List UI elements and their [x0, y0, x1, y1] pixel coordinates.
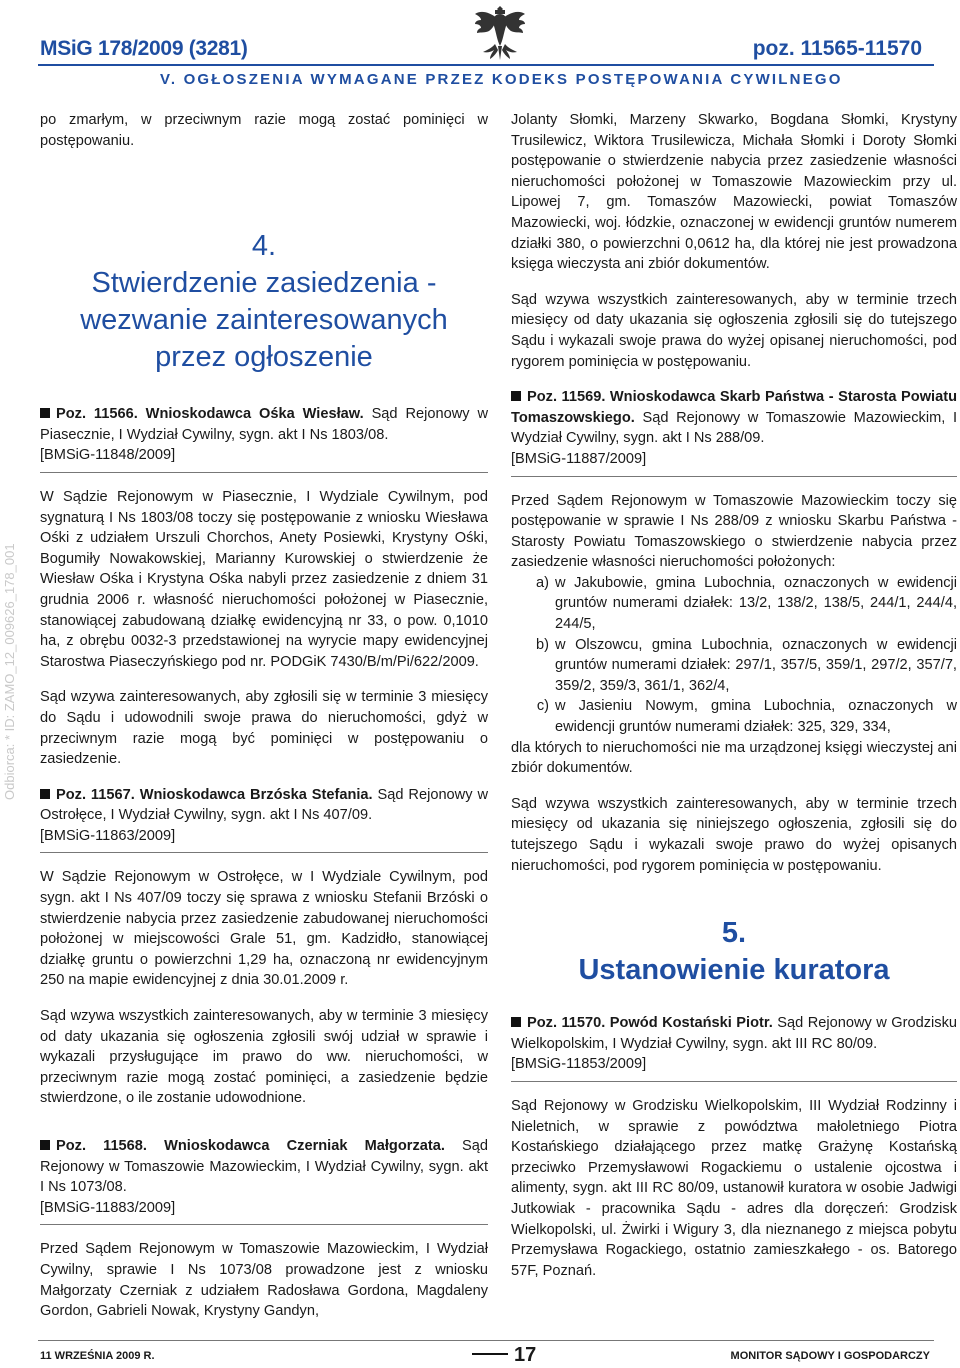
notice-11567-body: W Sądzie Rejonowym w Ostrołęce, w I Wydziale Cywilnym, pod sygn. akt I Ns 407/09 toczy się sprawa z wniosku Stefanii Brzóski o stwierdzenie nabycia przez zasiedzenie zabudowanej nieruchomości położonej w miejscowości Grale 51, gm. Kadzidło, stanowiącej działkę gruntu o powierzchni 1,29 ha, oznaczoną nr ewidencyjnym 250 na mapie ewidencyjnej z dnia 30.01.2009 r. [40, 869, 488, 989]
left-column [40, 110, 488, 1337]
journal-issue: MSiG 178/2009 (3281) [40, 37, 248, 60]
parcel-list [511, 573, 957, 738]
notice-11566-body: W Sądzie Rejonowym w Piasecznie, I Wydziale Cywilnym, pod sygnaturą I Ns 1803/08 toczy się postępowanie z wniosku Wiesława Ośki z udziałem Urszuli Chorchos, Anety Posiewki, Krystyny Ośki, Bogumiły Nowakowskiej, Marianny Kurowskiej o stwierdzenie że Wiesław Ośka i Krystyna Ośka nabyli przez zasiedzenie z dniem 31 grudnia 2006 r. własność nieruchomości położonej w Piasecznie, stanowiącej zabudowaną działkę ewidencyjną nr 33, o pow. 0,1010 ha, z obrębu 0032-3 przedstawionej na wyrycie mapy ewidencyjnej Starostwa Piaseczyńskiego pod nr. PODGiK 7430/B/m/Pi/622/2009. [40, 488, 488, 670]
side-watermark: Odbiorca: * ID: ZAMO_12_009626_178_001 [2, 543, 17, 800]
section-title: V. OGŁOSZENIA WYMAGANE PRZEZ KODEKS POSTĘPOWANIA CYWILNEGO [160, 71, 843, 88]
list-item: b) w Olszowcu, gmina Lubochnia, oznaczonych w ewidencji gruntów numerami działek: 297/1, 357/5, 359/1, 297/2, 357/7, 359/2, 359/3, 361/1, 362/4, [536, 636, 957, 694]
notice-11566-summons: Sąd wzywa zainteresowanych, aby zgłosili się w terminie 3 miesięcy do Sądu i udowodnili swoje prawa do nieruchomości, gdyż w przeciwnym razie mogą być pominięci w postępowaniu o zasiedzenie. [40, 689, 488, 768]
list-item: a) w Jakubowie, gmina Lubochnia, oznaczonych w ewidencji gruntów numerami działek: 13/2, 138/2, 138/5, 244/1, 244/4, 244/5, [536, 574, 957, 633]
notice-divider [511, 476, 957, 477]
notice-11570-body: Sąd Rejonowy w Grodzisku Wielkopolskim, III Wydział Rodzinny i Nieletnich, w sprawie z powództwa małoletniego Piotra Kostańskiego działającego przez matkę Grażynę Kostańską przeciwko Przemysławowi Rogackiemu o ustalenie ojcostwa i alimenty, sygn. akt III RC 80/09, ustanowił kuratora w osobie Jadwigi Jutkowiak - pracownika Sądu - adres dla doręczeń: Grodzisk Wielkopolski, ul. Żwirki i Wigury 3, dla nieznanego z miejsca pobytu Przemysława Rogackiego, ostatnio zamieszkałego - os. Batorego 57F, Poznań. [511, 1097, 957, 1279]
section-5-heading: 5. Ustanowienie kuratora [578, 917, 890, 987]
notice-11569-body: Przed Sądem Rejonowym w Tomaszowie Mazowieckim toczy się postępowanie w sprawie I Ns 288/09 z wniosku Skarbu Państwa - Starosty Powiatu Tomaszowskiego o stwierdzenie nabycia przez zasiedzenie własności nieruchomości położonych: [511, 492, 957, 571]
square-bullet-icon [40, 789, 50, 799]
footer-divider [38, 1340, 934, 1341]
notice-divider [40, 1224, 488, 1225]
header-divider [38, 64, 934, 66]
polish-eagle-emblem [471, 2, 529, 64]
footer-date: 11 WRZEŚNIA 2009 R. [40, 1350, 155, 1362]
notice-divider [511, 1081, 957, 1082]
footer-publisher: MONITOR SĄDOWY I GOSPODARCZY [730, 1350, 930, 1362]
square-bullet-icon [40, 408, 50, 418]
section-4-heading: 4. Stwierdzenie zasiedzenia - wezwanie zainteresowanych przez ogłoszenie [80, 230, 448, 374]
notice-11570-header: Poz. 11570. Powód Kostański Piotr. Sąd Rejonowy w Grodzisku Wielkopolskim, I Wydział Cywilny, sygn. akt III RC 80/09. [BMSiG-11853/2009] [511, 1015, 957, 1073]
right-column [511, 110, 957, 1296]
notice-11566-header: Poz. 11566. Wnioskodawca Ośka Wiesław. Sąd Rejonowy w Piasecznie, I Wydział Cywilny, sygn. akt I Ns 1803/08. [BMSiG-11848/2009] [40, 406, 489, 464]
notice-11568-body: Przed Sądem Rejonowym w Tomaszowie Mazowieckim, I Wydział Cywilny, sprawie I Ns 1073/08 prowadzone jest z wniosku Małgorzaty Czerniak z udziałem Radosława Gordona, Magdaleny Gordon, Gabrieli Nowak, Krystyny Gandyn, [40, 1241, 488, 1320]
notice-11567-summons: Sąd wzywa wszystkich zainteresowanych, aby w terminie 3 miesięcy od daty ukazania się ogłoszenia zgłosili swój udział w sprawie i wykazali przysługujące im prawo do ww. nieruchomości, w przeciwnym razie mogą zostać pominięci, a zasiedzenie będzie stwierdzone, o ile zostanie udowodnione. [40, 1008, 488, 1107]
notice-11568-header: Poz. 11568. Wnioskodawca Czerniak Małgorzata. Sąd Rejonowy w Tomaszowie Mazowieckim, I Wydział Cywilny, sygn. akt I Ns 1073/08. [BMSiG-11883/2009] [40, 1138, 488, 1216]
square-bullet-icon [511, 1017, 521, 1027]
notice-divider [40, 852, 488, 853]
notice-11569-after-list: dla których to nieruchomości nie ma urządzonej księgi wieczystej ani zbiór dokumentów. [511, 739, 957, 777]
notice-11568-continuation: Jolanty Słomki, Marzeny Skwarko, Bogdana Słomki, Krystyny Trusilewicz, Wiktora Trusilewicza, Michała Słomki i Doroty Słomki postępowanie o stwierdzenie nabycia przez zasiedzenie własności nieruchomości położonej w Tomaszowie Mazowieckim przy ul. Lipowej 7, gm. Tomaszów Mazowiecki, powiat Tomaszów Mazowiecki, woj. łódzkie, oznaczonej w ewidencji gruntów numerem działki 380, o powierzchni 0,0612 ha, dla której nie jest prowadzona księga wieczysta ani zbiór dokumentów. [511, 112, 957, 273]
notice-11569-summons: Sąd wzywa wszystkich zainteresowanych, aby w terminie trzech miesięcy od ukazania się niniejszego ogłoszenia, zgłosili się do tutejszego Sądu i wykazali swoje prawo do wyżej opisanych nieruchomości, pod rygorem pominięcia w postępowaniu. [511, 795, 957, 874]
square-bullet-icon [40, 1140, 50, 1150]
square-bullet-icon [511, 391, 521, 401]
notice-11567-header: Poz. 11567. Wnioskodawca Brzóska Stefania. Sąd Rejonowy w Ostrołęce, I Wydział Cywilny, sygn. akt I Ns 407/09. [BMSiG-11863/2009] [40, 786, 488, 844]
page-number: 17 [472, 1344, 536, 1367]
positions-range: poz. 11565-11570 [752, 37, 922, 60]
list-item: c) w Jasieniu Nowym, gmina Lubochnia, oznaczonych w ewidencji gruntów numerami działek: 325, 329, 334, [536, 698, 957, 736]
notice-11568-summons: Sąd wzywa wszystkich zainteresowanych, aby w terminie trzech miesięcy od daty ukazania się ogłoszenia zgłosili się do tutejszego Sądu i wykazali swoje prawa do wyżej opisanej nieruchomości, pod rygorem pominięcia w postępowaniu. [511, 291, 957, 370]
notice-divider [40, 472, 488, 473]
notice-11569-header: Poz. 11569. Wnioskodawca Skarb Państwa - Starosta Powiatu Tomaszowskiego. Sąd Rejonowy w Tomaszowie Mazowieckim, I Wydział Cywilny, sygn. akt I Ns 288/09. [BMSiG-11887/2009] [511, 389, 958, 467]
continuation-text: po zmarłym, w przeciwnym razie mogą zostać pominięci w postępowaniu. [40, 112, 488, 149]
